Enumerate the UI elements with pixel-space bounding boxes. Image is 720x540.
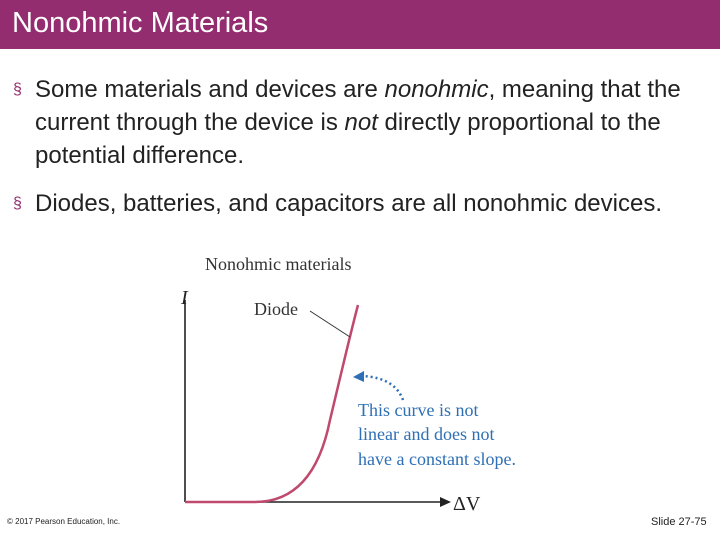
- slide-number: Slide 27-75: [651, 516, 707, 528]
- bullet-text: Some materials and devices are nonohmic, meaning that the current through the device is not directly proportional to the potential difference.: [35, 76, 681, 169]
- x-axis-arrow-icon: [440, 497, 451, 507]
- annotation-line-2: linear and does not: [358, 424, 495, 444]
- curve-label-leader: [310, 311, 350, 337]
- bullet-1: [13, 73, 703, 172]
- annotation-line-1: This curve is not: [358, 400, 479, 420]
- emphasis-not: not: [344, 109, 378, 136]
- y-axis-label: I: [181, 287, 188, 309]
- bullet-text: Diodes, batteries, and capacitors are all nonohmic devices.: [35, 190, 662, 217]
- copyright-text: © 2017 Pearson Education, Inc.: [7, 517, 121, 526]
- annotation-arrowhead-icon: [353, 371, 364, 382]
- bullet-2: [13, 187, 703, 220]
- x-axis-label: ΔV: [453, 493, 481, 515]
- nonohmic-figure: [170, 240, 570, 520]
- emphasis-nonohmic: nonohmic: [384, 76, 489, 103]
- bullet-marker-icon: §: [13, 195, 22, 212]
- bullet-marker-icon: §: [13, 81, 22, 98]
- figure-title: Nonohmic materials: [205, 254, 352, 274]
- curve-label: Diode: [254, 299, 298, 319]
- slide-title: Nonohmic Materials: [12, 7, 269, 39]
- diode-curve: [185, 305, 358, 502]
- annotation-line-3: have a constant slope.: [358, 449, 516, 469]
- annotation-arrow: [363, 376, 403, 400]
- title-bar: [0, 0, 720, 49]
